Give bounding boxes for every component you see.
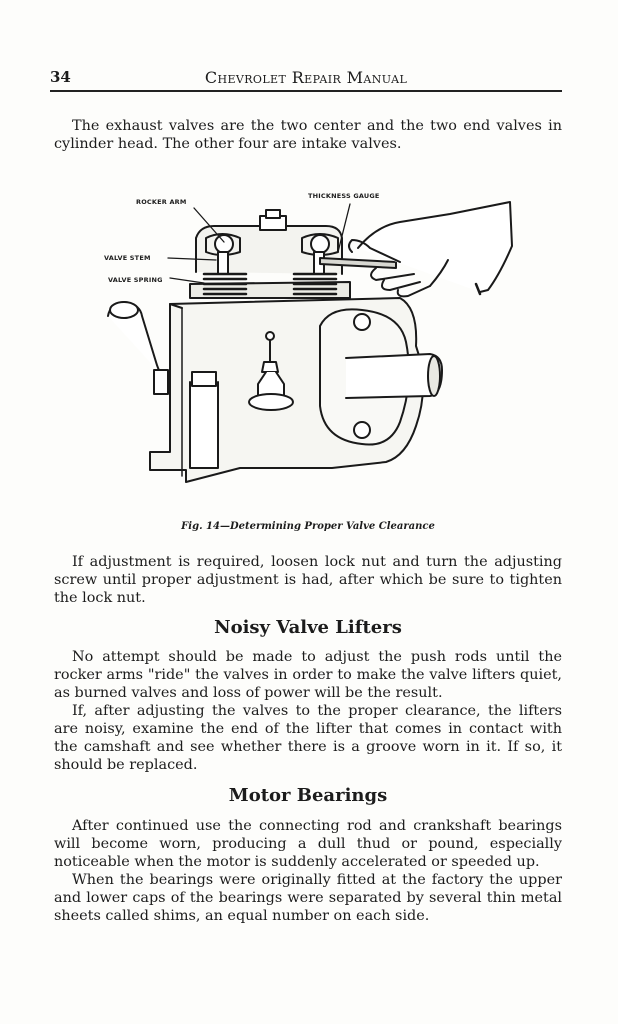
motor-bearings-paragraph-1: After continued use the connecting rod and crankshaft bearings will become worn, producing a dull thud or pound, especially noticeable when the motor is suddenly accelerated or speeded up. [54, 818, 562, 870]
label-valve-stem: VALVE STEM [104, 254, 151, 262]
motor-bearings-paragraph-2: When the bearings were originally fitted at the factory the upper and lower caps of the bearings were separated by several thin metal sheets called shims, an equal number on each side. [54, 872, 562, 924]
heading-noisy-valve-lifters: Noisy Valve Lifters [214, 617, 402, 638]
page-number: 34 [50, 68, 71, 86]
figure-caption: Fig. 14—Determining Proper Valve Clearance [181, 521, 435, 532]
intro-paragraph: The exhaust valves are the two center and the two end valves in cylinder head. The other four are intake valves. [54, 118, 562, 152]
heading-motor-bearings: Motor Bearings [228, 785, 388, 806]
label-thickness-gauge: THICKNESS GAUGE [308, 192, 380, 200]
engine-illustration [100, 186, 520, 498]
adjustment-paragraph: If adjustment is required, loosen lock nut and turn the adjusting screw until proper adjustment is had, after which be sure to tighten the lock nut. [54, 554, 562, 606]
label-valve-spring: VALVE SPRING [108, 276, 163, 284]
running-title: Chevrolet Repair Manual [204, 68, 408, 87]
running-header [50, 66, 562, 92]
noisy-lifters-paragraph-2: If, after adjusting the valves to the proper clearance, the lifters are noisy, examine the end of the lifter that comes in contact with the camshaft and see whether there is a groove worn in it. If so, it should be replaced. [54, 703, 562, 773]
label-rocker-arm: ROCKER ARM [136, 198, 187, 206]
noisy-lifters-paragraph-1: No attempt should be made to adjust the push rods until the rocker arms "ride" the valves in order to make the valve lifters quiet, as burned valves and loss of power will be the result. [54, 649, 562, 701]
valve-clearance-figure [100, 186, 520, 498]
